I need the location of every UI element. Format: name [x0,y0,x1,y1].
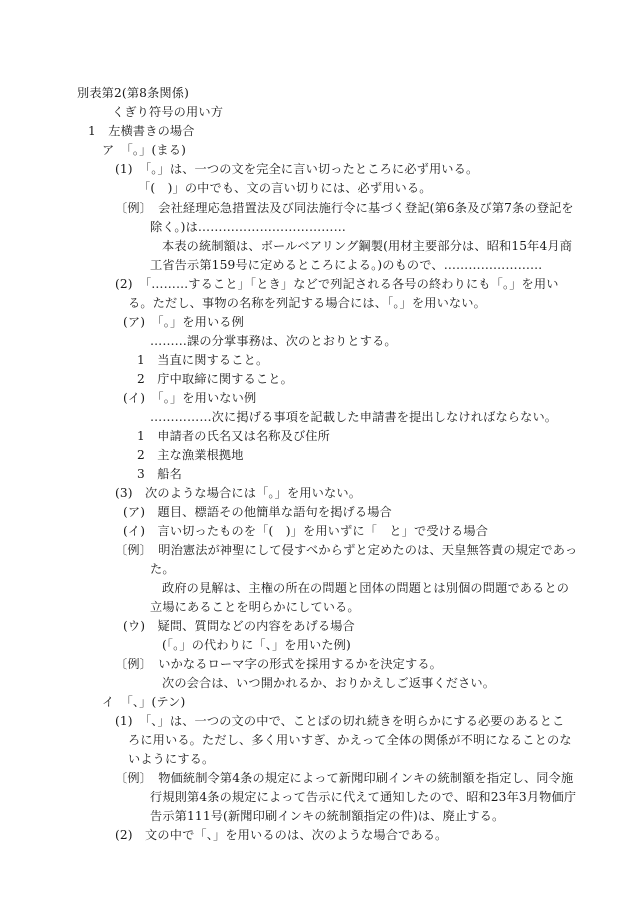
item-heading: (ア) 題目、標語その他簡単な語句を掲げる場合 [123,505,392,519]
subsection-heading: イ 「、」(テン) [102,695,186,709]
text-line: (2) 文の中で「、」を用いるのは、次のような場合である。 [115,828,448,842]
example-line: 次の会合は、いつ開かれるか、おりかえしご返事ください。 [162,676,496,690]
example-line: 〔例〕 会社経理応急措置法及び同法施行令に基づく登記(第6条及び第7条の登記を [115,201,574,215]
example-line: ……………次に掲げる事項を記載した申請書を提出しなければならない。 [150,410,558,424]
example-line: 告示第111号(新聞印刷インキの統制額指定の件)は、廃止する。 [150,809,505,823]
example-line: 〔例〕 いかなるローマ字の形式を採用するかを決定する。 [115,657,443,671]
text-line: (1) 「。」は、一つの文を完全に言い切ったところに必ず用いる。 [115,162,479,176]
item-heading: (ウ) 疑問、質問などの内容をあげる場合 [123,619,355,633]
text-line: (1) 「、」は、一つの文の中で、ことばの切れ続きを明らかにする必要のあるとこ [115,714,565,728]
text-line: (2) 「………すること」「とき」などで列記される各号の終わりにも「。」を用い [115,277,559,291]
list-item: 1 申請者の氏名又は名称及び住所 [137,429,330,443]
example-line: 〔例〕 物価統制令第4条の規定によって新聞印刷インキの統制額を指定し、同令施 [115,771,574,785]
example-note: (「。」の代わりに「、」を用いた例) [162,638,351,652]
example-line: 〔例〕 明治憲法が神聖にして侵すべからずと定めたのは、天皇無答責の規定であっ [115,543,578,557]
item-heading: (イ) 言い切ったものを「( )」を用いずに「 と」で受ける場合 [123,524,489,538]
item-heading: (ア) 「。」を用いる例 [123,315,244,329]
document-title: くぎり符号の用い方 [112,105,224,119]
item-heading: (イ) 「。」を用いない例 [123,391,257,405]
example-line: た。 [150,562,175,576]
text-line: (3) 次のような場合には「。」を用いない。 [115,486,362,500]
appendix-heading: 別表第2(第8条関係) [77,86,189,100]
list-item: 2 主な漁業根拠地 [137,448,244,462]
example-line: 行規則第4条の規定によって告示に代えて通知したので、昭和23年3月物価庁 [150,790,577,804]
example-line: ………課の分掌事務は、次のとおりとする。 [150,334,397,348]
list-item: 1 当直に関すること。 [137,353,269,367]
example-line: 立場にあることを明らかにしている。 [150,600,360,614]
subsection-heading: ア 「。」(まる) [102,143,186,157]
text-line: 「( )」の中でも、文の言い切りには、必ず用いる。 [138,181,432,195]
example-line: 除く。)は……………………………… [150,220,346,234]
example-line: 本表の統制額は、ボールベアリング鋼製(用材主要部分は、昭和15年4月商 [162,239,573,253]
text-line: ろに用いる。ただし、多く用いすぎ、かえって全体の関係が不明になることのな [128,733,572,747]
text-line: る。ただし、事物の名称を列記する場合には、「。」を用いない。 [128,296,486,310]
example-line: 政府の見解は、主権の所在の問題と団体の問題とは別個の問題であるとの [162,581,570,595]
list-item: 2 庁中取締に関すること。 [137,372,293,386]
section-heading: 1 左横書きの場合 [88,124,195,138]
list-item: 3 船名 [137,467,182,481]
text-line: いようにする。 [128,752,215,766]
example-line: 工省告示第159号に定めるところによる。)のもので、…………………… [150,258,543,272]
